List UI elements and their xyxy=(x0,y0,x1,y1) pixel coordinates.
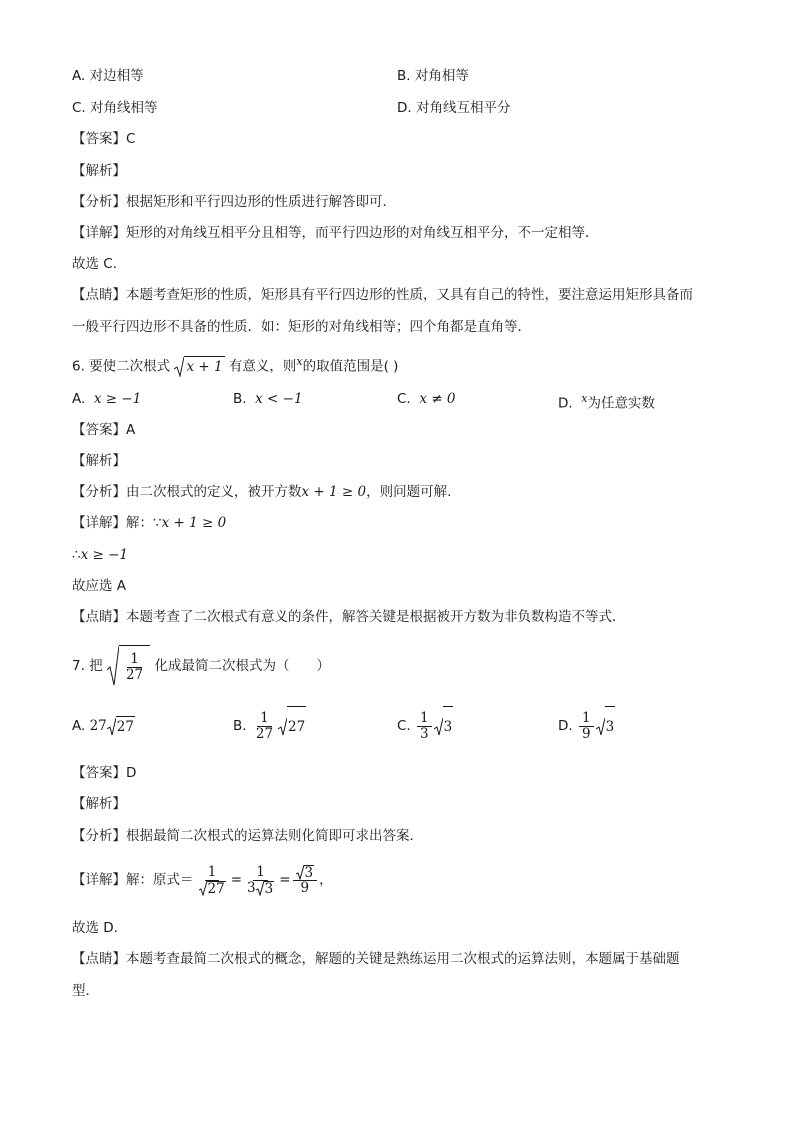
q5-dianjing-line1: 【点睛】本题考查矩形的性质，矩形具有平行四边形的性质，又具有自己的特性，要注意运用矩形具备而 xyxy=(72,287,693,303)
q6-variable: x xyxy=(296,355,303,368)
q6-conclusion: 故应选 A xyxy=(72,578,127,594)
radical-sign-icon xyxy=(296,865,304,880)
q7-dianjing-line2: 型． xyxy=(72,983,99,999)
q7-eq-fraction-3 xyxy=(293,865,318,896)
q7-option-b xyxy=(233,706,306,747)
q5-jiexi: 【解析】 xyxy=(72,163,126,179)
q7-eq-f3-denominator: 9 xyxy=(300,879,310,896)
radical-sign-icon xyxy=(256,881,264,896)
q7-eq-f3-radicand: 3 xyxy=(304,864,314,881)
q6-xiangjie-pre: 【详解】解：∵ xyxy=(72,515,162,531)
q7-eq-f2-denominator xyxy=(244,881,277,896)
q6-dianjing: 【点睛】本题考查了二次根式有意义的条件，解答关键是根据被开方数为非负数构造不等式． xyxy=(72,609,626,625)
q6-option-c-label: C. xyxy=(397,391,411,407)
q7-option-d-label: D. xyxy=(558,718,573,734)
q7-option-b-numerator: 1 xyxy=(257,711,272,727)
q7-option-a-label: A. xyxy=(72,718,86,734)
q6-jiexi: 【解析】 xyxy=(72,453,126,469)
q6-sqrt-expression xyxy=(174,356,224,377)
q7-option-c-numerator: 1 xyxy=(417,711,432,727)
q6-fenxi-math: x + 1 ≥ 0 xyxy=(301,484,367,500)
q6-xiangjie xyxy=(72,513,226,533)
q6-answer: 【答案】A xyxy=(72,422,136,438)
radical-sign-icon xyxy=(434,718,443,736)
q7-option-b-denominator: 27 xyxy=(255,726,274,742)
q7-conclusion: 故选 D． xyxy=(72,920,128,936)
q7-fraction xyxy=(123,652,146,683)
q7-stem-post: 化成最简二次根式为（ ） xyxy=(154,658,330,674)
q7-radicand xyxy=(119,645,150,687)
q7-option-c-radicand: 3 xyxy=(443,706,454,747)
q7-eq-f2-coef: 3 xyxy=(247,879,256,896)
q7-eq-f1-numerator: 1 xyxy=(205,865,220,881)
q7-eq-end: ， xyxy=(319,872,333,888)
q5-option-b: B. 对角相等 xyxy=(397,68,469,84)
q7-fraction-denominator: 27 xyxy=(125,666,144,683)
q6-option-b xyxy=(233,389,303,409)
q7-eq-fraction-2 xyxy=(244,865,277,896)
q7-option-d-fraction xyxy=(579,711,594,742)
q7-eq-f1-denominator xyxy=(196,881,229,896)
q7-stem-pre: 7. 把 xyxy=(72,658,103,674)
q5-option-a: A. 对边相等 xyxy=(72,68,144,84)
q7-eq-f2-numerator: 1 xyxy=(253,865,268,881)
q6-stem-pre: 6. 要使二次根式 xyxy=(72,358,171,375)
q6-therefore-sign: ∴ xyxy=(72,547,81,563)
q6-option-d-text: 为任意实数 xyxy=(587,395,655,412)
q7-stem xyxy=(72,645,330,687)
q6-fenxi-post: ，则问题可解. xyxy=(366,484,452,500)
q7-option-c xyxy=(397,706,453,747)
q7-jiexi: 【解析】 xyxy=(72,796,126,812)
q7-option-d-denominator: 9 xyxy=(581,726,591,742)
q7-eq-sign-2: = xyxy=(279,872,291,888)
q6-xiangjie-math: x + 1 ≥ 0 xyxy=(161,515,227,531)
q6-fenxi-pre: 【分析】由二次根式的定义，被开方数 xyxy=(72,484,302,500)
q7-option-c-fraction xyxy=(417,711,432,742)
q6-option-b-label: B. xyxy=(233,391,247,407)
q6-option-d-var: x xyxy=(581,392,588,405)
q5-conclusion: 故选 C． xyxy=(72,256,127,272)
radical-sign-icon xyxy=(174,357,184,377)
q6-radicand: x + 1 xyxy=(184,356,224,377)
q6-stem-post: 的取值范围是( ) xyxy=(302,358,399,375)
radical-sign-icon xyxy=(199,881,207,896)
q7-option-c-label: C. xyxy=(397,718,411,734)
q7-xiangjie xyxy=(72,858,333,902)
q7-eq-f1-radicand: 27 xyxy=(207,880,225,897)
q7-fenxi: 【分析】根据最简二次根式的运算法则化简即可求出答案． xyxy=(72,828,423,844)
q6-fenxi xyxy=(72,482,451,502)
q7-xiangjie-pre: 【详解】解：原式＝ xyxy=(72,872,194,888)
q7-option-d-radicand: 3 xyxy=(605,706,616,747)
radical-sign-icon xyxy=(278,718,287,736)
q7-eq-f3-numerator xyxy=(293,865,318,881)
q7-option-a-radicand: 27 xyxy=(116,716,135,737)
q5-option-c: C. 对角线相等 xyxy=(72,100,158,116)
q7-option-d xyxy=(558,706,615,747)
q7-option-b-radicand: 27 xyxy=(287,706,306,747)
q6-stem-mid: 有意义，则 xyxy=(228,358,297,375)
q6-option-c xyxy=(397,389,455,409)
q6-option-a-label: A. xyxy=(72,391,86,407)
radical-sign-icon xyxy=(107,718,116,736)
q5-dianjing-line2: 一般平行四边形不具备的性质．如：矩形的对角线相等；四个角都是直角等． xyxy=(72,319,531,335)
q7-eq-f2-radicand: 3 xyxy=(264,880,274,897)
q5-fenxi: 【分析】根据矩形和平行四边形的性质进行解答即可． xyxy=(72,194,396,210)
q7-option-a-coef: 27 xyxy=(89,718,107,734)
q6-option-a-math: x ≥ −1 xyxy=(93,391,142,407)
q6-option-c-math: x ≠ 0 xyxy=(419,391,456,407)
q7-eq-fraction-1 xyxy=(196,865,229,896)
q7-option-d-numerator: 1 xyxy=(579,711,594,727)
q7-option-c-denominator: 3 xyxy=(420,726,429,742)
q7-sqrt-fraction xyxy=(107,645,150,687)
q7-dianjing-line1: 【点睛】本题考查最简二次根式的概念，解题的关键是熟练运用二次根式的运算法则，本题属于基础题 xyxy=(72,951,680,967)
q5-answer: 【答案】C xyxy=(72,131,136,147)
q7-option-b-fraction xyxy=(253,711,276,742)
q6-therefore xyxy=(72,545,128,565)
q7-option-a xyxy=(72,716,135,737)
q6-stem xyxy=(72,352,398,377)
q6-option-b-math: x < −1 xyxy=(255,391,303,407)
q6-option-a xyxy=(72,389,141,409)
radical-sign-icon xyxy=(107,646,119,686)
q6-option-d-label: D. xyxy=(558,395,573,412)
q7-option-b-label: B. xyxy=(233,718,247,734)
radical-sign-icon xyxy=(596,718,605,736)
q7-fraction-numerator: 1 xyxy=(127,652,142,668)
q7-eq-sign-1: = xyxy=(230,872,242,888)
q7-answer: 【答案】D xyxy=(72,765,137,781)
q6-therefore-math: x ≥ −1 xyxy=(80,547,129,563)
q5-option-d: D. 对角线互相平分 xyxy=(397,100,511,116)
q5-xiangjie: 【详解】矩形的对角线互相平分且相等，而平行四边形的对角线互相平分，不一定相等． xyxy=(72,225,599,241)
q6-option-d xyxy=(558,389,655,414)
